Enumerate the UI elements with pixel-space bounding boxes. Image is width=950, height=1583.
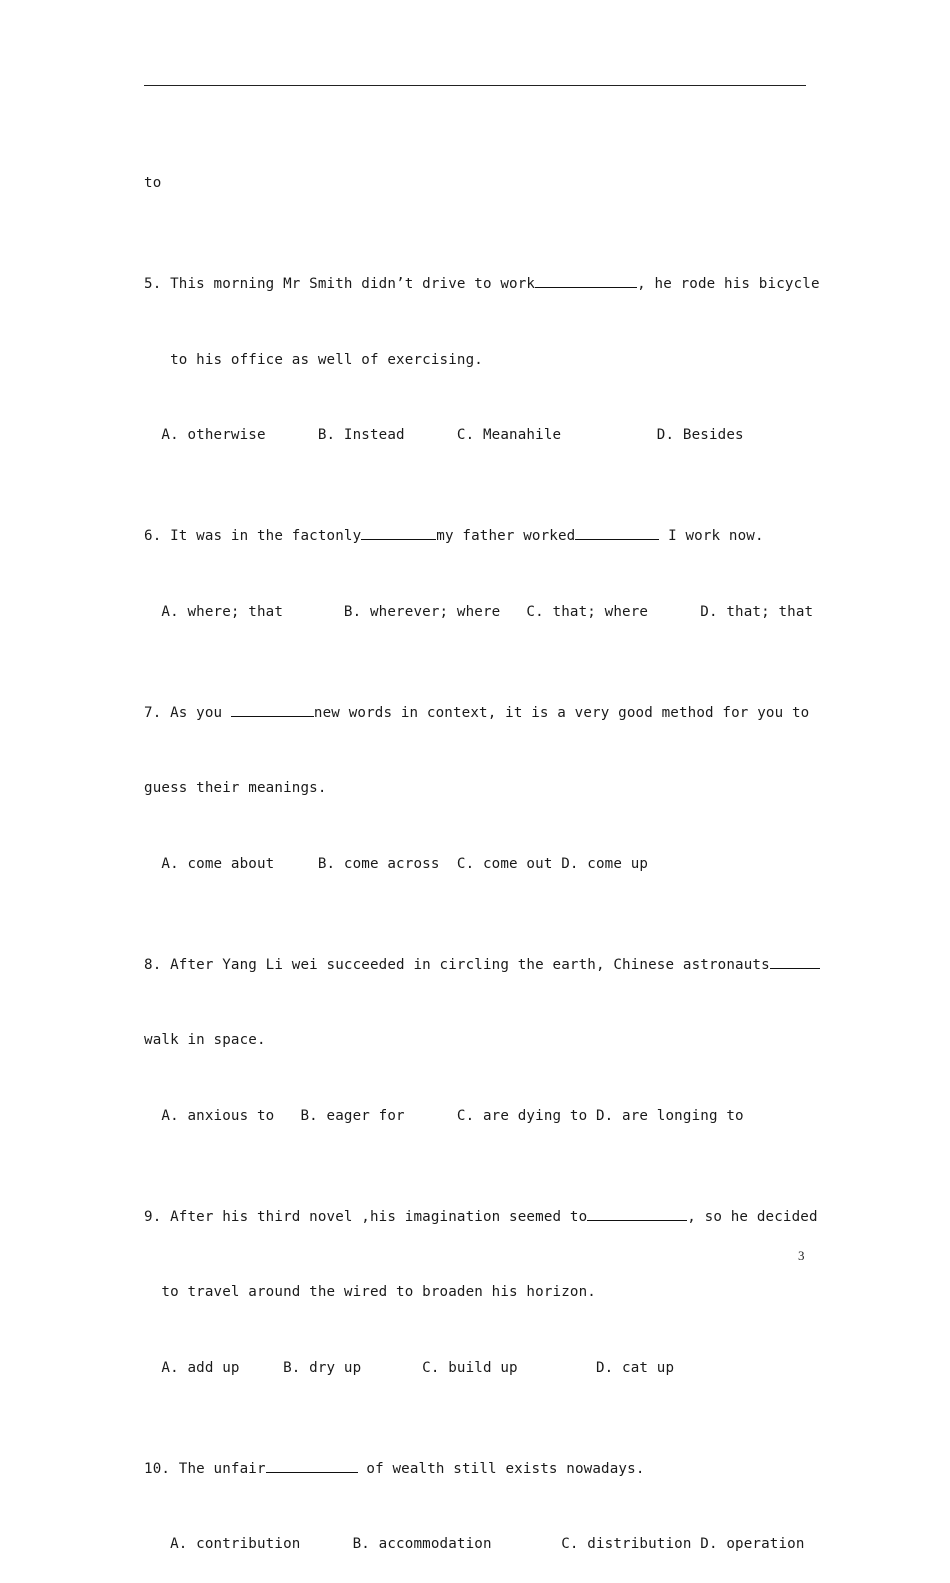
question-5-stem: 5. This morning Mr Smith didn’t drive to work xyxy=(144,276,536,293)
question-6 xyxy=(144,524,814,549)
question-10-options xyxy=(144,1532,814,1557)
line-text: walk in space. xyxy=(144,1032,266,1049)
question-9-stem-end: , so he decided xyxy=(687,1208,818,1225)
line-text: to xyxy=(144,175,162,192)
question-9 xyxy=(144,1205,818,1230)
line-text: guess their meanings. xyxy=(144,780,327,797)
question-10 xyxy=(144,1457,814,1482)
question-8-stem: 8. After Yang Li wei succeeded in circling the earth, Chinese astronauts xyxy=(144,956,770,973)
line-text: to travel around the wired to broaden his horizon. xyxy=(144,1284,596,1301)
question-5-stem-end: , he rode his bicycle xyxy=(637,276,820,293)
question-10-stem: 10. The unfair xyxy=(144,1460,266,1477)
question-7 xyxy=(144,701,814,726)
question-6-stem: 6. It was in the factonly xyxy=(144,528,362,545)
question-content xyxy=(144,121,820,1583)
question-6-stem-mid: my father worked xyxy=(436,528,576,545)
answer-blank xyxy=(361,525,436,540)
header-rule xyxy=(144,85,806,86)
options-text: A. come about B. come across C. come out D. come up xyxy=(144,855,649,872)
question-8-continuation xyxy=(144,1028,814,1053)
question-5-continuation xyxy=(144,348,814,373)
answer-blank xyxy=(770,954,820,969)
question-7-stem-end: new words in context, it is a very good method for you to xyxy=(313,704,810,721)
options-text: A. contribution B. accommodation C. distribution D. operation xyxy=(144,1536,805,1553)
question-7-stem: 7. As you xyxy=(144,704,231,721)
question-5-options xyxy=(144,423,814,448)
page-number: 3 xyxy=(798,1248,805,1263)
answer-blank xyxy=(231,702,314,717)
answer-blank xyxy=(535,273,637,288)
question-9-continuation xyxy=(144,1280,814,1305)
options-text: A. where; that B. wherever; where C. that; where D. that; that xyxy=(144,603,814,620)
options-text: A. otherwise B. Instead C. Meanahile D. Besides xyxy=(144,427,744,444)
question-9-options xyxy=(144,1356,814,1381)
question-5 xyxy=(144,272,820,297)
answer-blank xyxy=(587,1206,687,1221)
question-6-stem-end: I work now. xyxy=(659,528,764,545)
question-7-options xyxy=(144,852,814,877)
question-8-options xyxy=(144,1104,814,1129)
options-text: A. anxious to B. eager for C. are dying to D. are longing to xyxy=(144,1107,744,1124)
answer-blank xyxy=(575,525,659,540)
options-text: A. add up B. dry up C. build up D. cat up xyxy=(144,1359,675,1376)
question-8 xyxy=(144,953,814,978)
continuation-line xyxy=(144,171,814,196)
answer-blank xyxy=(266,1458,358,1473)
line-text: to his office as well of exercising. xyxy=(144,351,483,368)
question-10-stem-end: of wealth still exists nowadays. xyxy=(357,1460,645,1477)
question-7-continuation xyxy=(144,776,814,801)
question-6-options xyxy=(144,600,814,625)
question-9-stem: 9. After his third novel ,his imagination seemed to xyxy=(144,1208,588,1225)
